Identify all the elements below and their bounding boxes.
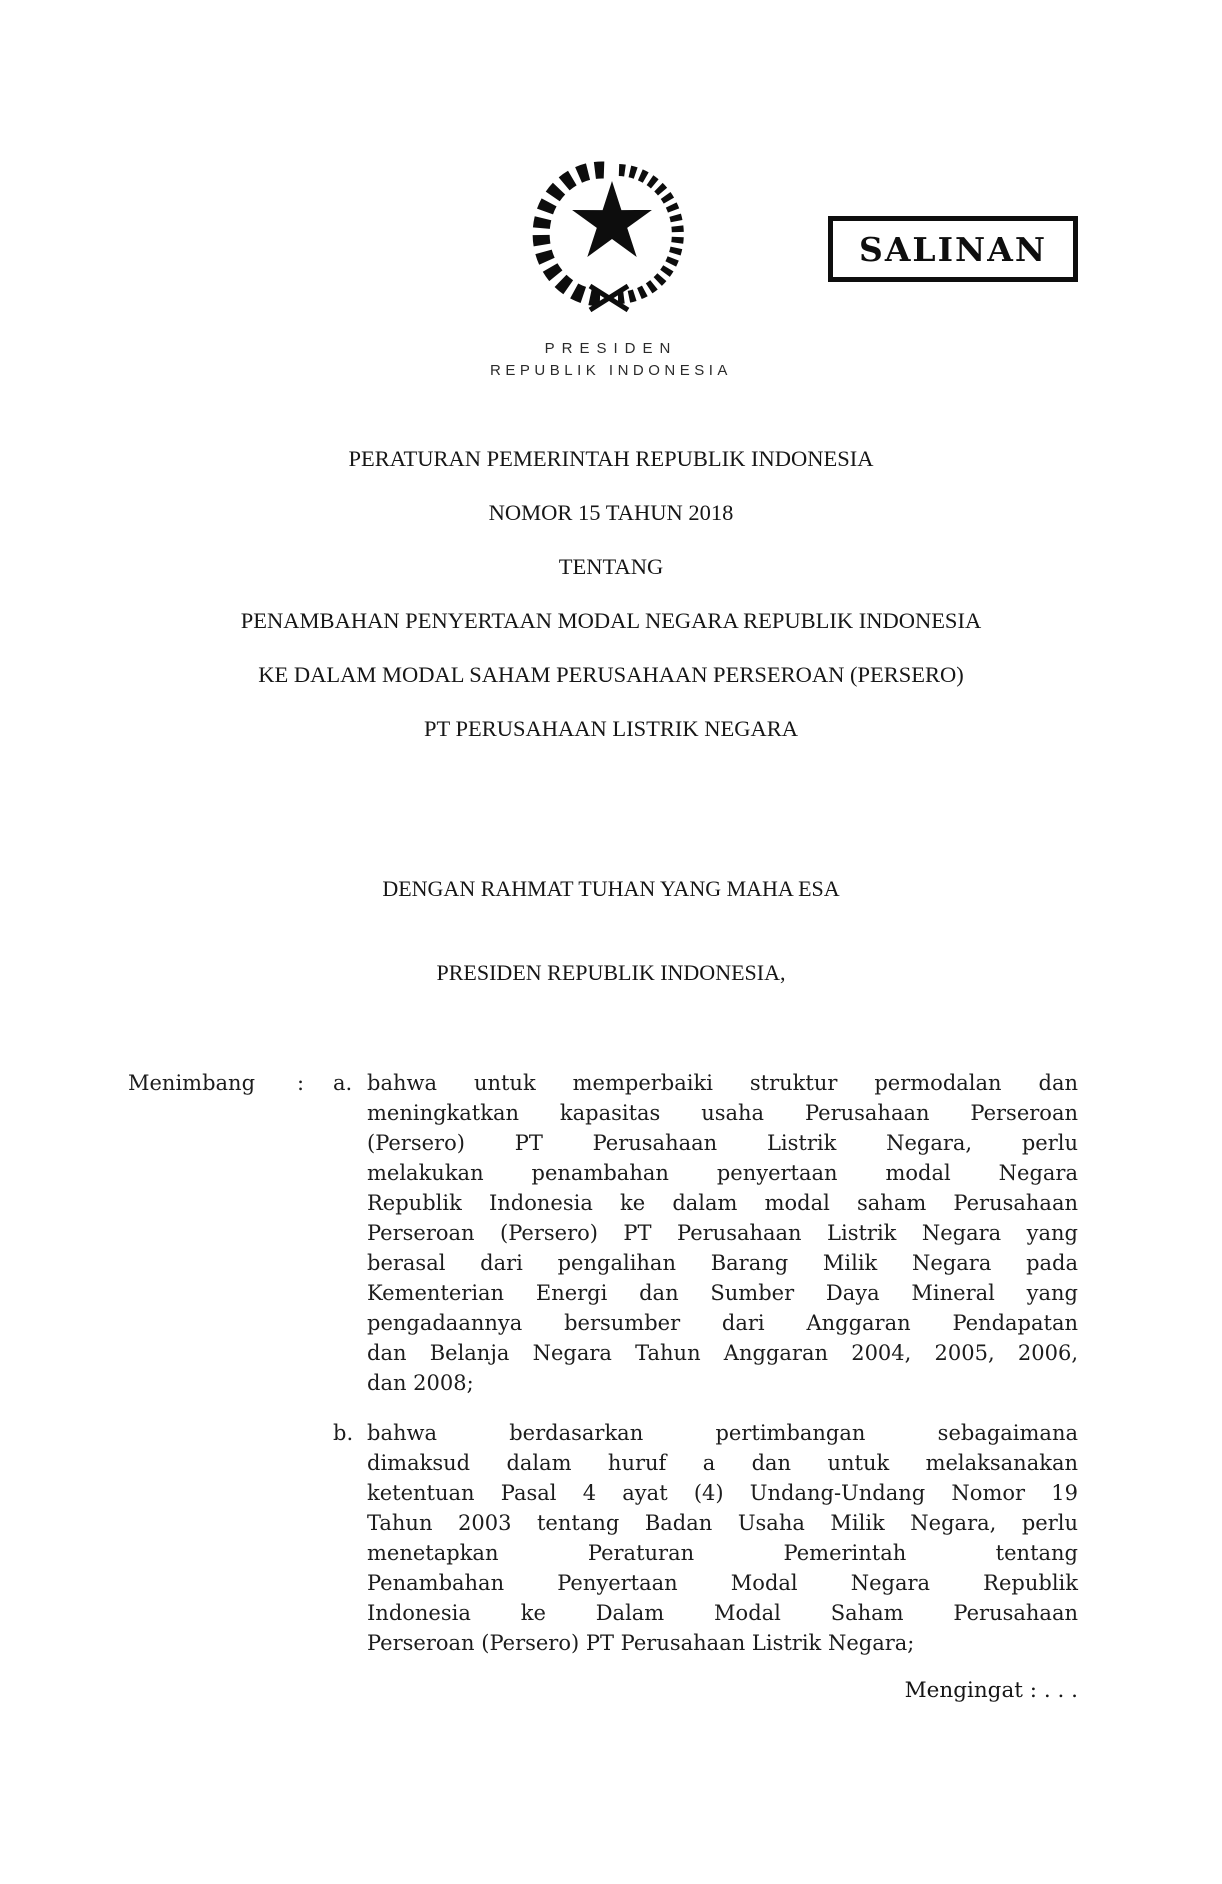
text-line: dan 2008; (367, 1371, 474, 1395)
title-line: KE DALAM MODAL SAHAM PERUSAHAAN PERSEROAN (PERSERO) (258, 662, 964, 687)
authority-line: PRESIDEN REPUBLIK INDONESIA, (436, 960, 786, 985)
title-line: PENAMBAHAN PENYERTAAN MODAL NEGARA REPUBLIK INDONESIA (240, 608, 982, 633)
consideration-item (333, 1418, 1078, 1658)
text-line: Perseroan (Persero) PT Perusahaan Listrik Negara; (367, 1631, 915, 1655)
item-text (367, 1418, 1078, 1658)
text-line: pengadaannya bersumber dari Anggaran Pendapatan (367, 1311, 1078, 1335)
text-line: dimaksud dalam huruf a dan untuk melaksanakan (367, 1451, 1078, 1475)
text-line: berasal dari pengalihan Barang Milik Negara pada (367, 1251, 1078, 1275)
text-line: (Persero) PT Perusahaan Listrik Negara, perlu (367, 1131, 1078, 1155)
salinan-stamp (828, 216, 1078, 282)
text-line: bahwa untuk memperbaiki struktur permodalan dan (367, 1071, 1078, 1095)
text-line: melakukan penambahan penyertaan modal Negara (367, 1161, 1078, 1185)
salinan-label: SALINAN (858, 229, 1047, 269)
text-line: Perseroan (Persero) PT Perusahaan Listrik Negara yang (367, 1221, 1078, 1245)
title-line: PT PERUSAHAAN LISTRIK NEGARA (424, 716, 798, 741)
title-line: TENTANG (558, 554, 664, 579)
text-line: Kementerian Energi dan Sumber Daya Mineral yang (367, 1281, 1078, 1305)
text-line: dan Belanja Negara Tahun Anggaran 2004, 2005, 2006, (367, 1341, 1078, 1365)
text-line: Penambahan Penyertaan Modal Negara Republik (367, 1571, 1078, 1595)
presidential-emblem-icon (530, 158, 688, 314)
wreath-left-branch (541, 170, 604, 298)
text-line: meningkatkan kapasitas usaha Perusahaan Perseroan (367, 1101, 1078, 1125)
consideration-item (333, 1068, 1078, 1398)
title-line: PERATURAN PEMERINTAH REPUBLIK INDONESIA (348, 446, 874, 471)
text-line: menetapkan Peraturan Pemerintah tentang (367, 1541, 1078, 1565)
invocation-line: DENGAN RAHMAT TUHAN YANG MAHA ESA (382, 876, 840, 901)
letterhead-presiden: PRESIDEN (544, 340, 678, 357)
star-icon (572, 181, 652, 257)
item-text (367, 1068, 1078, 1398)
item-marker: a. (333, 1071, 353, 1095)
regulation-title (0, 448, 1222, 772)
catchword-mengingat: Mengingat : . . . (904, 1678, 1078, 1703)
text-line: ketentuan Pasal 4 ayat (4) Undang-Undang Nomor 19 (367, 1481, 1078, 1505)
considerations-label: Menimbang (128, 1071, 256, 1095)
title-line: NOMOR 15 TAHUN 2018 (488, 500, 734, 525)
considerations-list (333, 1068, 1078, 1678)
text-line: Republik Indonesia ke dalam modal saham Perusahaan (367, 1191, 1078, 1215)
text-line: bahwa berdasarkan pertimbangan sebagaimana (367, 1421, 1078, 1445)
letterhead (0, 338, 1222, 382)
considerations-colon: : (297, 1071, 305, 1095)
text-line: Tahun 2003 tentang Badan Usaha Milik Negara, perlu (367, 1511, 1078, 1535)
letterhead-republik-indonesia: REPUBLIK INDONESIA (490, 362, 732, 379)
text-line: Indonesia ke Dalam Modal Saham Perusahaan (367, 1601, 1078, 1625)
item-marker: b. (333, 1421, 354, 1445)
